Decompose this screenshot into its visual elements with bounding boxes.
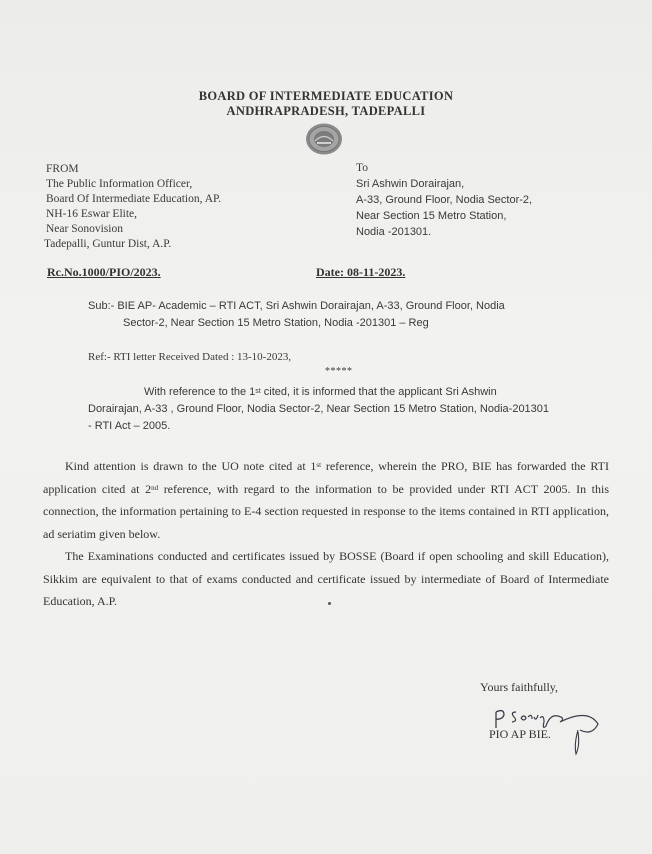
body-paragraph-2: The Examinations conducted and certificates issued by BOSSE (Board if open schooling and skill Education), Sikkim are equivalent to that of exams conducted and certificate issued by intermediate of Board of Intermediate Education, A.P. [43,549,609,608]
header-subtitle: ANDHRAPRADESH, TADEPALLI [226,104,426,118]
letter-date: Date: 08-11-2023. [316,265,406,279]
body-paragraph-1: Kind attention is drawn to the UO note cited at 1st reference, wherein the PRO, BIE has forwarded the RTI application cited at 2nd reference, with regard to the information to be provided under RTI ACT 2005. In this connection, the information pertaining to E-4 section requested in response to the items contained in RTI application, ad seriatim given below. [43,459,610,541]
subject [88,298,505,332]
intro-line: - RTI Act – 2005. [88,420,171,432]
intro-line: With reference to the 1st cited, it is informed that the applicant Sri Ashwin [144,386,497,398]
separator: ***** [325,366,353,377]
to-line: Sri Ashwin Dorairajan, [356,178,465,190]
from-line: Tadepalli, Guntur Dist, A.P. [44,238,172,250]
subject-line: Sector-2, Near Section 15 Metro Station, Nodia -201301 – Reg [123,317,429,329]
from-line: Board Of Intermediate Education, AP. [46,193,222,205]
to-line: Nodia -201301. [356,226,432,238]
from-line: The Public Information Officer, [46,178,193,190]
reference-line: Ref:- RTI letter Received Dated : 13-10-2023, [88,351,292,363]
subject-line: Sub:- BIE AP- Academic – RTI ACT, Sri Ashwin Dorairajan, A-33, Ground Floor, Nodia [88,300,505,312]
to-address [356,160,532,240]
to-line: A-33, Ground Floor, Nodia Sector-2, [356,194,533,206]
intro-line: Dorairajan, A-33 , Ground Floor, Nodia Sector-2, Near Section 15 Metro Station, Nodia-201301 [88,403,550,415]
from-line: Near Sonovision [46,223,123,235]
reference-number: Rc.No.1000/PIO/2023. [47,265,161,279]
board-seal-icon [304,122,344,156]
to-label: To [356,162,368,174]
from-label: FROM [46,163,79,175]
closing: Yours faithfully, [480,680,559,694]
intro-paragraph [88,384,549,435]
to-line: Near Section 15 Metro Station, [356,210,507,222]
from-address [46,162,221,252]
stray-mark [328,602,331,605]
header-title: BOARD OF INTERMEDIATE EDUCATION [198,89,454,103]
from-line: NH-16 Eswar Elite, [46,208,138,220]
signatory: PIO AP BIE. [489,727,551,741]
